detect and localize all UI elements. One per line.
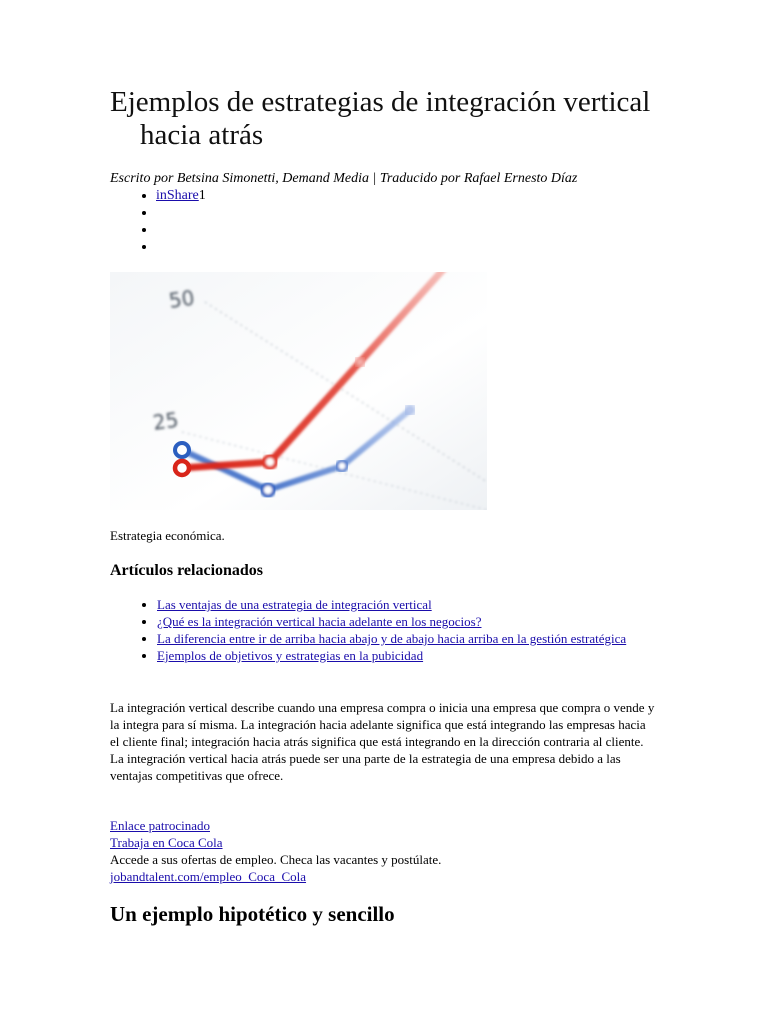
byline: Escrito por Betsina Simonetti, Demand Media | Traducido por Rafael Ernesto Díaz [110, 171, 578, 186]
red-point [264, 456, 276, 468]
line-graph-photo [110, 272, 487, 510]
blue-point [262, 484, 274, 496]
body-paragraph: La integración vertical describe cuando una empresa compra o inicia una empresa que compra o vende y la integra para sí misma. La integración hacia adelante significa que está integrando las empresas hacia el cliente final; integración hacia atrás significa que está integrando en la dirección contraria al cliente. La integración vertical hacia atrás puede ser una parte de la estrategia de una empresa debido a las ventajas competitivas que ofrece. [110, 700, 655, 783]
share-list [110, 187, 206, 255]
inshare-link[interactable]: inShare [156, 188, 199, 203]
red-point [175, 461, 189, 475]
related-item [157, 630, 702, 647]
blue-point [175, 443, 189, 457]
related-link[interactable]: Las ventajas de una estrategia de integración vertical [157, 597, 432, 612]
related-item [157, 596, 702, 613]
blue-point [406, 406, 414, 414]
share-item-linkedin [156, 187, 206, 204]
article-title: Ejemplos de estrategias de integración vertical hacia atrás [110, 86, 651, 151]
section-heading: Un ejemplo hipotético y sencillo [110, 902, 395, 926]
sponsored-label-link[interactable]: Enlace patrocinado [110, 818, 210, 833]
sponsored-text: Accede a sus ofertas de empleo. Checa las vacantes y postúlate. [110, 852, 442, 867]
axis-label-50: 50 [167, 285, 196, 313]
red-point [356, 358, 364, 366]
article-image [110, 272, 487, 510]
related-item [157, 647, 702, 664]
share-item-empty [156, 238, 206, 255]
related-item [157, 613, 702, 630]
axis-label-25: 25 [151, 407, 180, 435]
sponsored-headline-link[interactable]: Trabaja en Coca Cola [110, 835, 223, 850]
related-link[interactable]: ¿Qué es la integración vertical hacia adelante en los negocios? [157, 614, 482, 629]
share-item-empty [156, 221, 206, 238]
share-item-empty [156, 204, 206, 221]
image-background [110, 272, 487, 510]
sponsored-url-link[interactable]: jobandtalent.com/empleo_Coca_Cola [110, 869, 307, 884]
image-caption: Estrategia económica. [110, 528, 225, 543]
related-link[interactable]: Ejemplos de objetivos y estrategias en la pubicidad [157, 648, 424, 663]
blue-point [337, 461, 347, 471]
inshare-count: 1 [198, 188, 206, 203]
related-link[interactable]: La diferencia entre ir de arriba hacia abajo y de abajo hacia arriba en la gestión estratégica [157, 631, 627, 646]
related-heading: Artículos relacionados [110, 562, 264, 579]
sponsored-block [110, 817, 655, 885]
related-list [110, 596, 702, 664]
